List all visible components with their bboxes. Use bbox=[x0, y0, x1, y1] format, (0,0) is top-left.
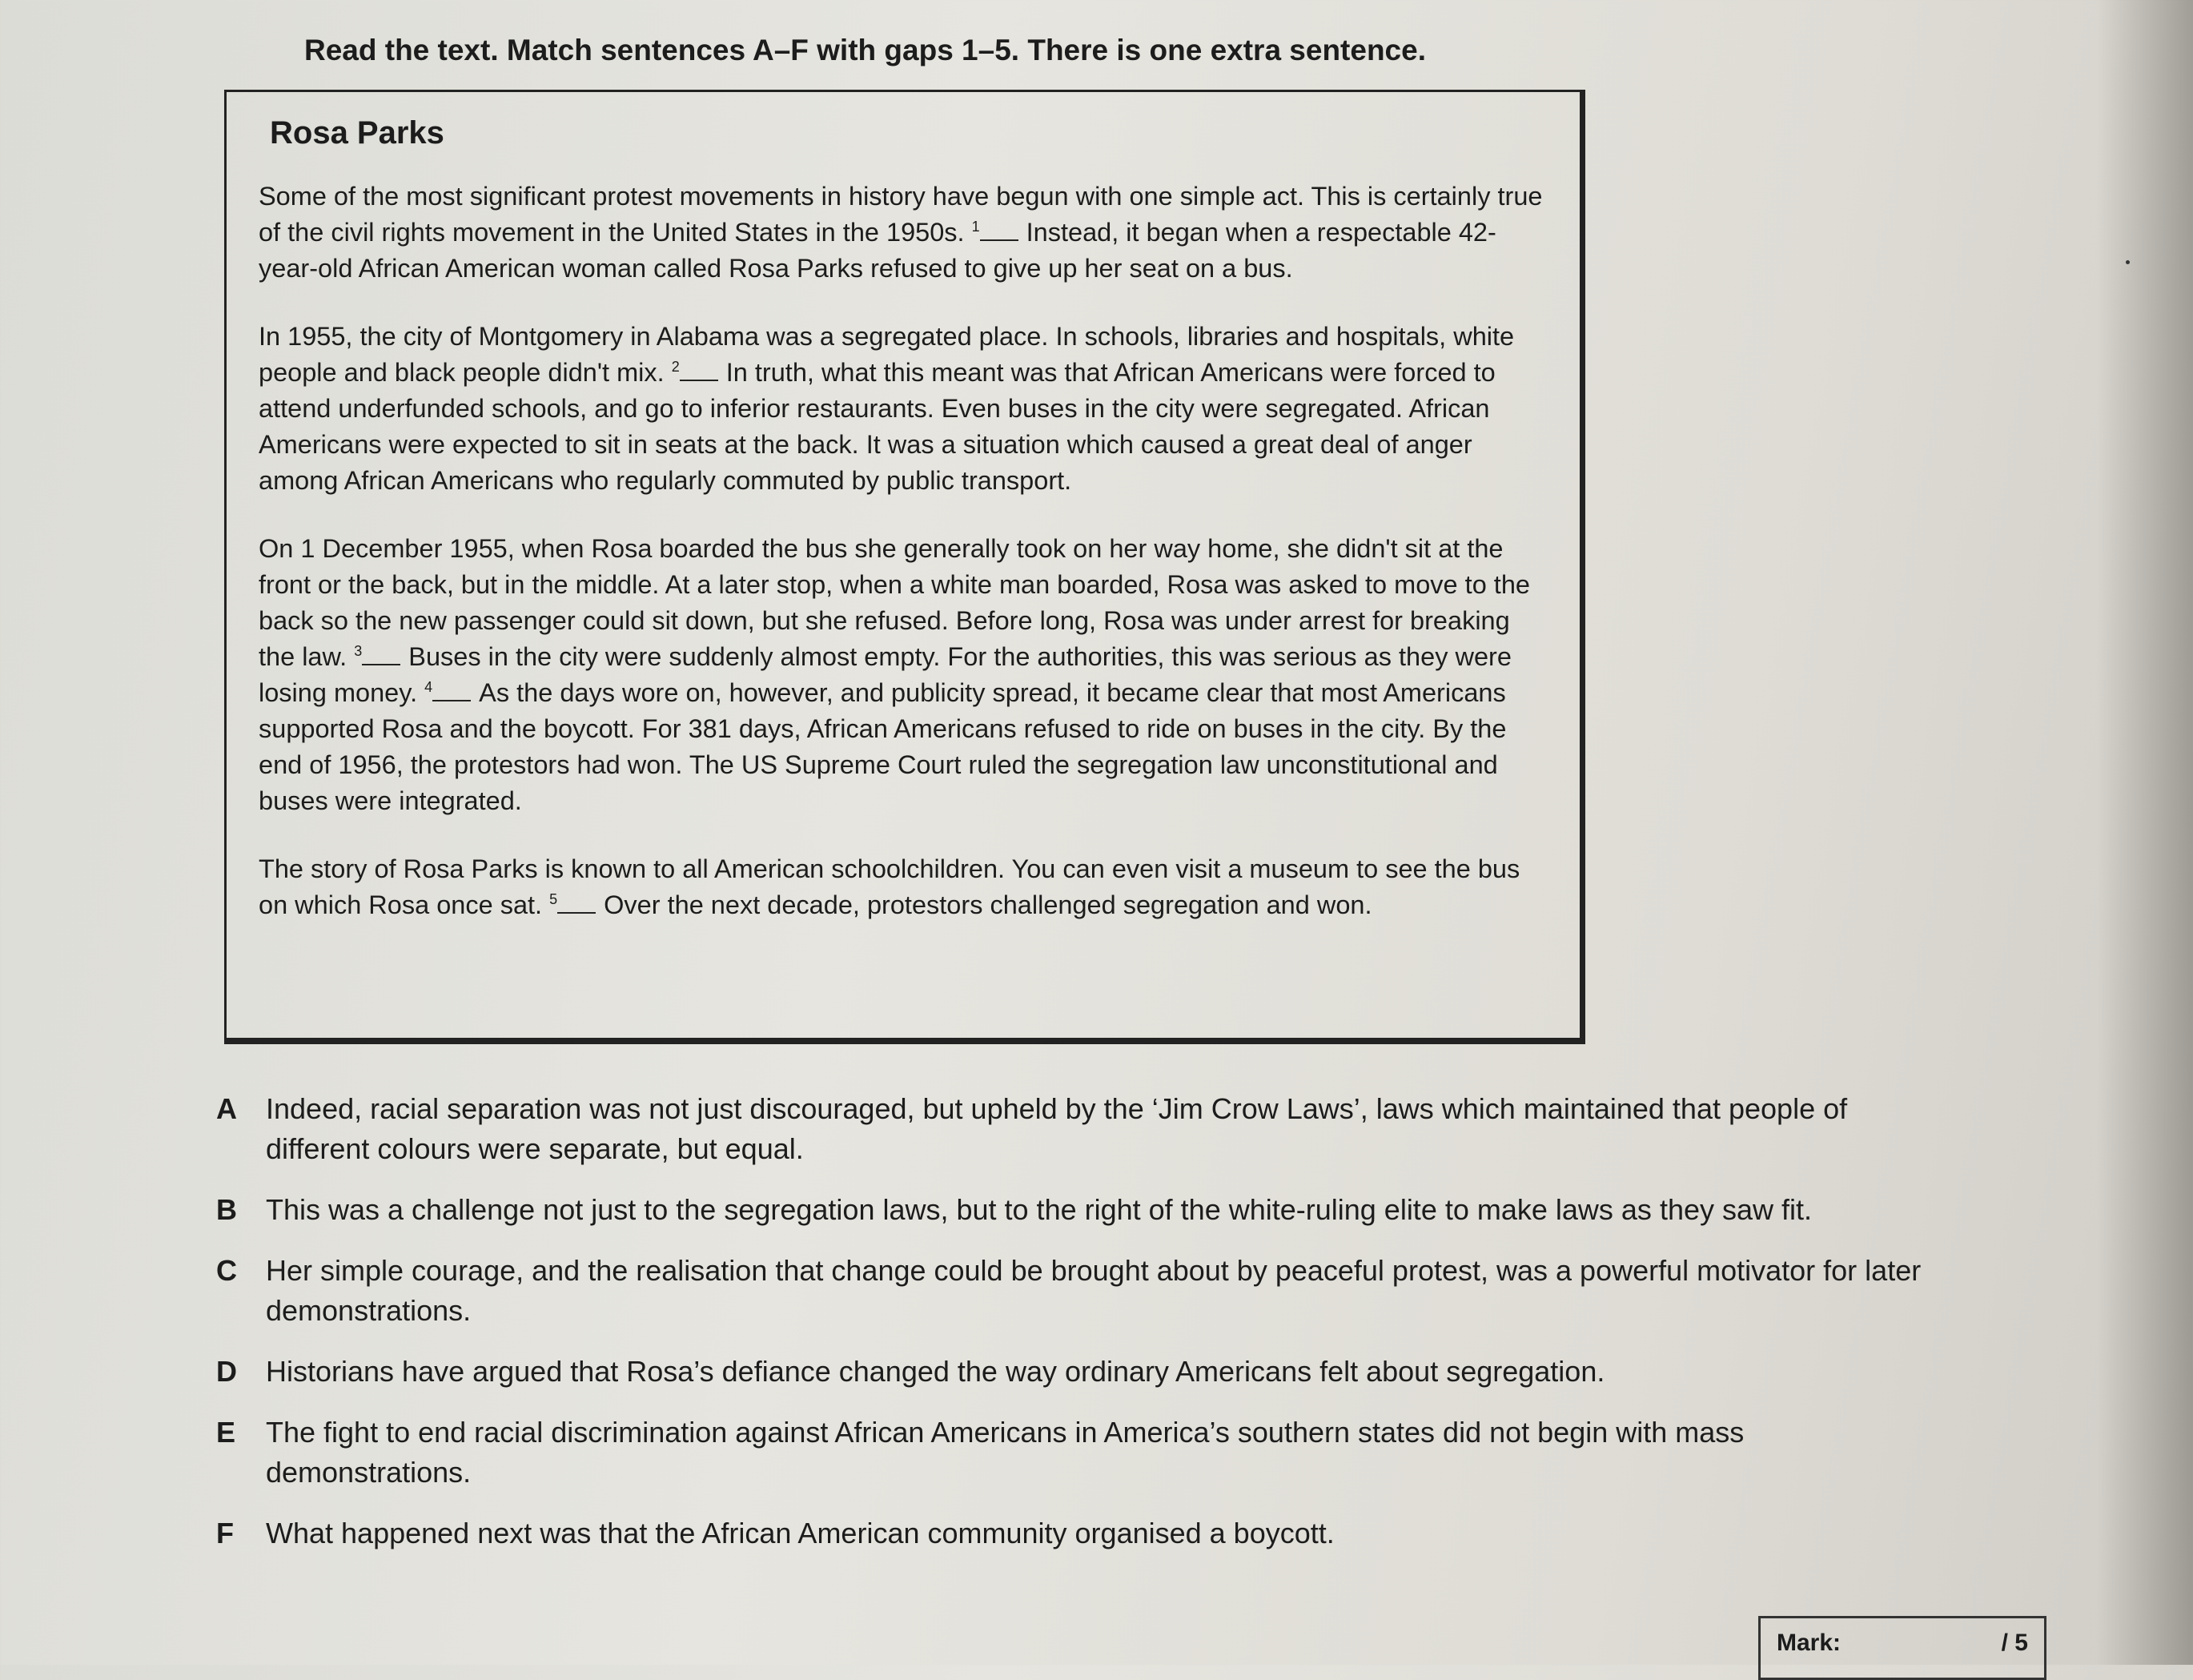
option-c bbox=[216, 1251, 1978, 1331]
article-paragraph bbox=[259, 531, 1544, 819]
article-paragraph bbox=[259, 179, 1544, 287]
article-title: Rosa Parks bbox=[270, 115, 444, 151]
gap-4[interactable] bbox=[424, 678, 479, 707]
paragraph-text: In truth, what this meant was that African Americans were forced to attend underfunded schools, and go to inferior restaurants. Even buses in the city were segregated. African Americans were expected to sit in seats at the back. It was a situation which caused a great deal of anger among African Americans who regularly commuted by public transport. bbox=[259, 358, 1496, 495]
option-text: What happened next was that the African American community organised a boycott. bbox=[266, 1517, 1335, 1549]
gap-number: 4 bbox=[424, 679, 433, 696]
article-paragraph bbox=[259, 851, 1544, 923]
gap-number: 3 bbox=[354, 643, 363, 660]
option-letter: A bbox=[216, 1092, 237, 1125]
option-d bbox=[216, 1352, 1978, 1392]
gap-blank-line[interactable] bbox=[557, 911, 596, 914]
mark-total: / 5 bbox=[2001, 1630, 2028, 1656]
gap-5[interactable] bbox=[549, 890, 604, 919]
gap-blank-line[interactable] bbox=[362, 663, 400, 665]
option-a bbox=[216, 1089, 1978, 1169]
article-body bbox=[259, 179, 1544, 923]
paragraph-text: Instead, it began when a respectable 42-year-old African American woman called Rosa Parks refused to give up her seat on a bus. bbox=[259, 218, 1496, 283]
article-box bbox=[224, 90, 1585, 1044]
option-text: Historians have argued that Rosa’s defiance changed the way ordinary Americans felt about segregation. bbox=[266, 1355, 1605, 1388]
option-letter: B bbox=[216, 1193, 237, 1226]
page-edge-shadow bbox=[2097, 0, 2193, 1665]
paragraph-text: Some of the most significant protest movements in history have begun with one simple act. This is certainly true of the civil rights movement in the United States in the 1950s. bbox=[259, 182, 1543, 247]
option-letter: C bbox=[216, 1254, 237, 1287]
gap-number: 1 bbox=[971, 219, 980, 235]
option-letter: F bbox=[216, 1517, 234, 1549]
gap-3[interactable] bbox=[354, 642, 408, 671]
mark-label: Mark: bbox=[1777, 1630, 1842, 1656]
option-e bbox=[216, 1413, 1978, 1493]
option-text: Indeed, racial separation was not just discouraged, but upheld by the ‘Jim Crow Laws’, laws which maintained that people of different colours were separate, but equal. bbox=[266, 1092, 1848, 1165]
article-paragraph bbox=[259, 319, 1544, 499]
option-letter: D bbox=[216, 1355, 237, 1388]
paragraph-text: Over the next decade, protestors challenged segregation and won. bbox=[604, 890, 1372, 919]
paragraph-text: Buses in the city were suddenly almost empty. For the authorities, this was serious as they were losing money. bbox=[259, 642, 1512, 707]
gap-2[interactable] bbox=[672, 358, 726, 387]
gap-blank-line[interactable] bbox=[680, 379, 718, 381]
option-f bbox=[216, 1513, 1978, 1553]
task-instruction: Read the text. Match sentences A–F with gaps 1–5. There is one extra sentence. bbox=[304, 34, 1426, 66]
option-b bbox=[216, 1190, 1978, 1230]
gap-number: 2 bbox=[671, 359, 680, 376]
paragraph-text: As the days wore on, however, and publicity spread, it became clear that most Americans supported Rosa and the boycott. For 381 days, African Americans refused to ride on buses in the city. By the end of 1956, the protestors had won. The US Supreme Court ruled the segregation law unconstitutional and buses were integrated. bbox=[259, 678, 1507, 815]
option-text: Her simple courage, and the realisation that change could be brought about by peaceful protest, was a powerful motivator for later demonstrations. bbox=[266, 1254, 1922, 1327]
option-text: This was a challenge not just to the segregation laws, but to the right of the white-ruling elite to make laws as they saw fit. bbox=[266, 1193, 1813, 1226]
gap-blank-line[interactable] bbox=[432, 699, 471, 701]
mark-box bbox=[1758, 1616, 2046, 1680]
paragraph-text: In 1955, the city of Montgomery in Alabama was a segregated place. In schools, libraries and hospitals, white people and black people didn't mix. bbox=[259, 322, 1515, 387]
option-text: The fight to end racial discrimination against African Americans in America’s southern states did not begin with mass demonstrations. bbox=[266, 1416, 1745, 1489]
gap-number: 5 bbox=[549, 891, 558, 908]
stray-dot bbox=[2126, 260, 2130, 264]
gap-1[interactable] bbox=[972, 218, 1026, 247]
option-letter: E bbox=[216, 1416, 236, 1449]
paragraph-text: The story of Rosa Parks is known to all American schoolchildren. You can even visit a museum to see the bus on which Rosa once sat. bbox=[259, 854, 1520, 919]
answer-options bbox=[216, 1089, 1978, 1574]
gap-blank-line[interactable] bbox=[980, 239, 1018, 241]
paragraph-text: On 1 December 1955, when Rosa boarded the bus she generally took on her way home, she didn't sit at the front or the back, but in the middle. At a later stop, when a white man boarded, Rosa was asked to move to the back so the new passenger could sit down, but she refused. Before long, Rosa was under arrest for breaking the law. bbox=[259, 534, 1530, 671]
